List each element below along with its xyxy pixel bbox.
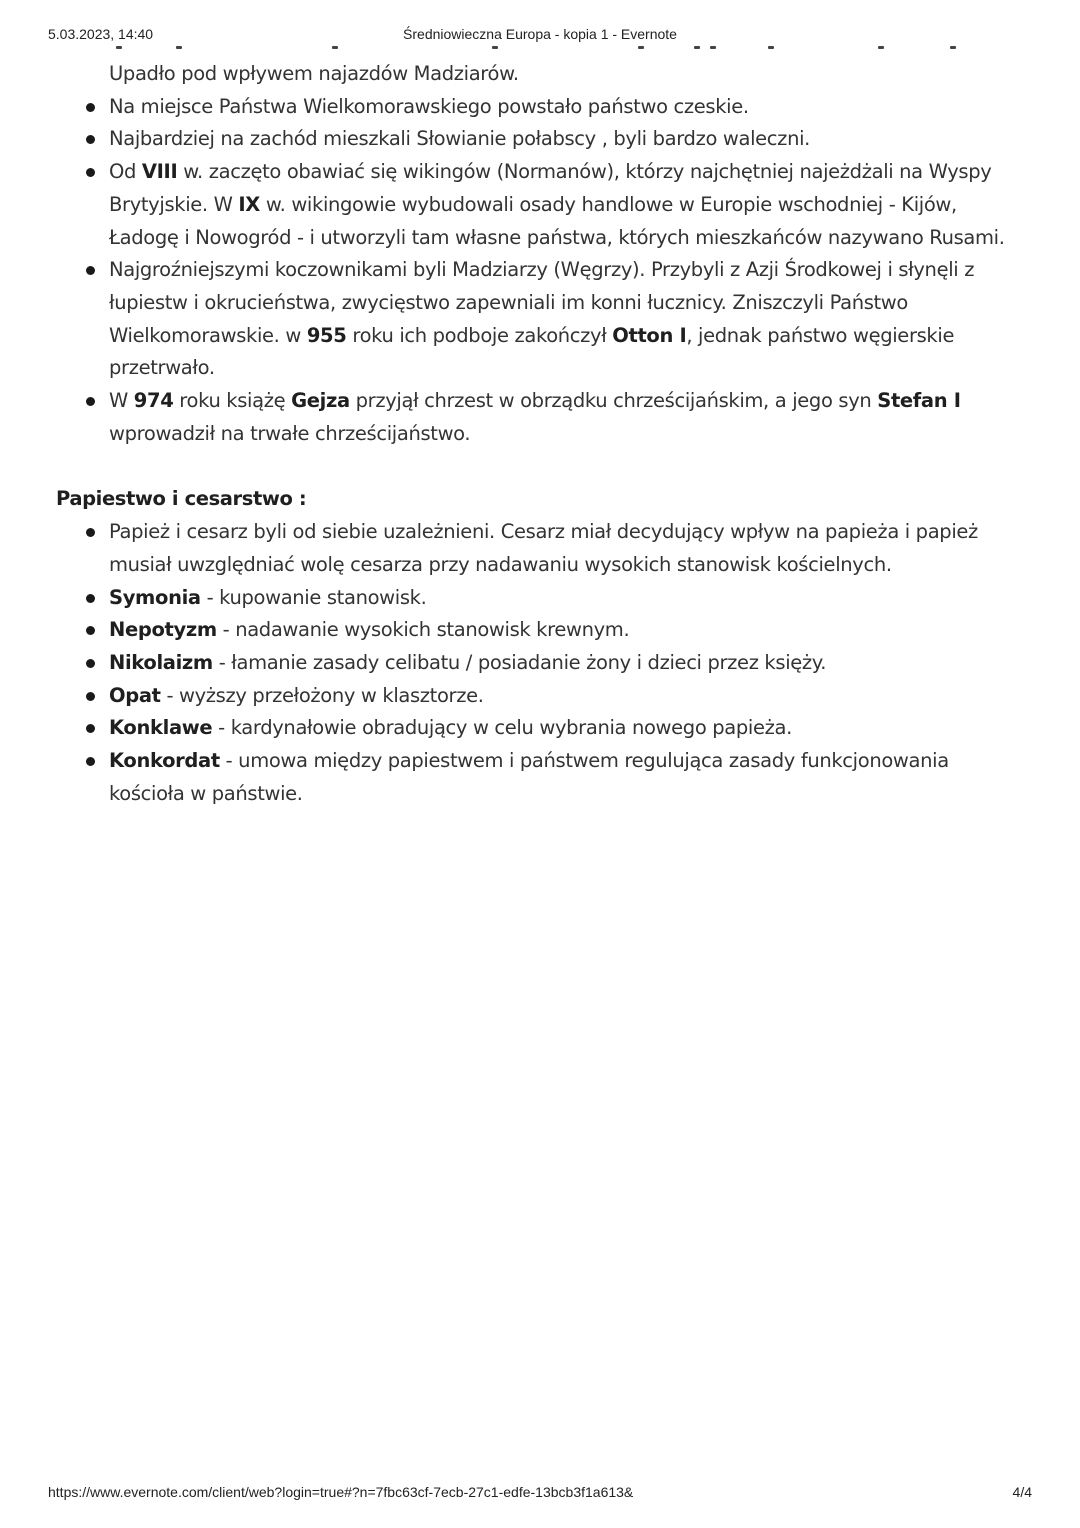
text-run: roku ich podboje zakończył xyxy=(346,323,613,347)
text-run: Na miejsce Państwa Wielkomorawskiego powstało państwo czeskie. xyxy=(109,94,749,118)
text-run: przyjął chrzest w obrządku chrześcijańskim, a jego syn xyxy=(349,389,878,413)
text-run: roku książę xyxy=(173,389,292,413)
bold-term: Otton I xyxy=(612,323,687,347)
text-run: - wyższy przełożony w klasztorze. xyxy=(160,683,484,707)
section-title-papiestwo: Papiestwo i cesarstwo : xyxy=(56,487,307,511)
bold-term: 955 xyxy=(306,323,347,347)
text-run: , jednak państwo węgierskie przetrwało. xyxy=(109,323,955,380)
text-run: Najbardziej na zachód mieszkali Słowianie połabscy , byli bardzo waleczni. xyxy=(109,127,810,151)
text-run: Od xyxy=(109,160,142,184)
text-run: - umowa między papiestwem i państwem regulująca zasady funkcjonowania kościoła w państwie. xyxy=(109,749,949,805)
bold-term: VIII xyxy=(141,160,178,184)
text-run: w. wikingowie wybudowali osady handlowe w Europie wschodniej - Kijów, Ładogę i Nowogród - i utworzyli tam własne państwa, których mieszkańców nazywano Rusami. xyxy=(109,192,1005,249)
bold-term: Stefan I xyxy=(877,389,961,413)
list-item xyxy=(56,156,1016,254)
list-item xyxy=(56,123,1016,156)
text-run: W xyxy=(109,389,134,413)
list-item xyxy=(56,582,1016,615)
list-item xyxy=(56,614,1016,647)
bold-term: IX xyxy=(238,192,260,216)
bold-term: Konkordat xyxy=(109,749,220,773)
continued-list-item: Upadło pod wpływem najazdów Madziarów. xyxy=(109,62,519,85)
text-run: - łamanie zasady celibatu / posiadanie żony i dzieci przez księży. xyxy=(212,650,827,674)
bold-term: Konklawe xyxy=(109,716,213,740)
list-item xyxy=(56,647,1016,680)
page-number: 4/4 xyxy=(1012,1484,1032,1500)
bold-term: 974 xyxy=(133,389,174,413)
print-date: 5.03.2023, 14:40 xyxy=(48,26,154,42)
section2-items xyxy=(56,516,1016,810)
list-item xyxy=(56,680,1016,713)
clipped-previous-line xyxy=(108,44,958,50)
section1-items xyxy=(56,91,1016,451)
print-url: https://www.evernote.com/client/web?login=true#?n=7fbc63cf-7ecb-27c1-edfe-13bcb3f1a613& xyxy=(48,1484,634,1500)
print-title: Średniowieczna Europa - kopia 1 - Evernote xyxy=(403,26,677,42)
list-item xyxy=(56,91,1016,124)
list-item xyxy=(56,712,1016,745)
text-run: - nadawanie wysokich stanowisk krewnym. xyxy=(216,618,630,642)
bold-term: Nepotyzm xyxy=(109,618,217,642)
bold-term: Opat xyxy=(109,683,161,707)
text-run: Papież i cesarz byli od siebie uzależnieni. Cesarz miał decydujący wpływ na papieża i papież musiał uwzględniać wolę cesarza przy nadawaniu wysokich stanowisk kościelnych. xyxy=(109,520,978,576)
text-run: w. zaczęto obawiać się wikingów (Normanów), którzy najchętniej najeżdżali na Wyspy Brytyjskie. W xyxy=(109,160,992,216)
list-item xyxy=(56,254,1016,385)
print-header xyxy=(48,26,1032,44)
note-content xyxy=(56,58,1016,810)
list-item xyxy=(56,745,1016,810)
list-item xyxy=(56,516,1016,581)
bold-term: Gejza xyxy=(291,389,350,413)
print-footer xyxy=(48,1484,1032,1502)
text-run: Najgroźniejszymi koczownikami byli Madziarzy (Węgrzy). Przybyli z Azji Środkowej i słynęli z łupiestw i okrucieństwa, zwycięstwo zapewniali im konni łucznicy. Zniszczyli Państwo Wielkomorawskie. w xyxy=(109,258,975,347)
bold-term: Nikolaizm xyxy=(109,650,213,674)
bold-term: Symonia xyxy=(109,585,201,609)
text-run: wprowadził na trwałe chrześcijaństwo. xyxy=(109,421,471,445)
text-run: - kardynałowie obradujący w celu wybrania nowego papieża. xyxy=(212,716,792,740)
section1-list xyxy=(56,58,1016,91)
list-item xyxy=(56,385,1016,450)
text-run: - kupowanie stanowisk. xyxy=(200,585,427,609)
